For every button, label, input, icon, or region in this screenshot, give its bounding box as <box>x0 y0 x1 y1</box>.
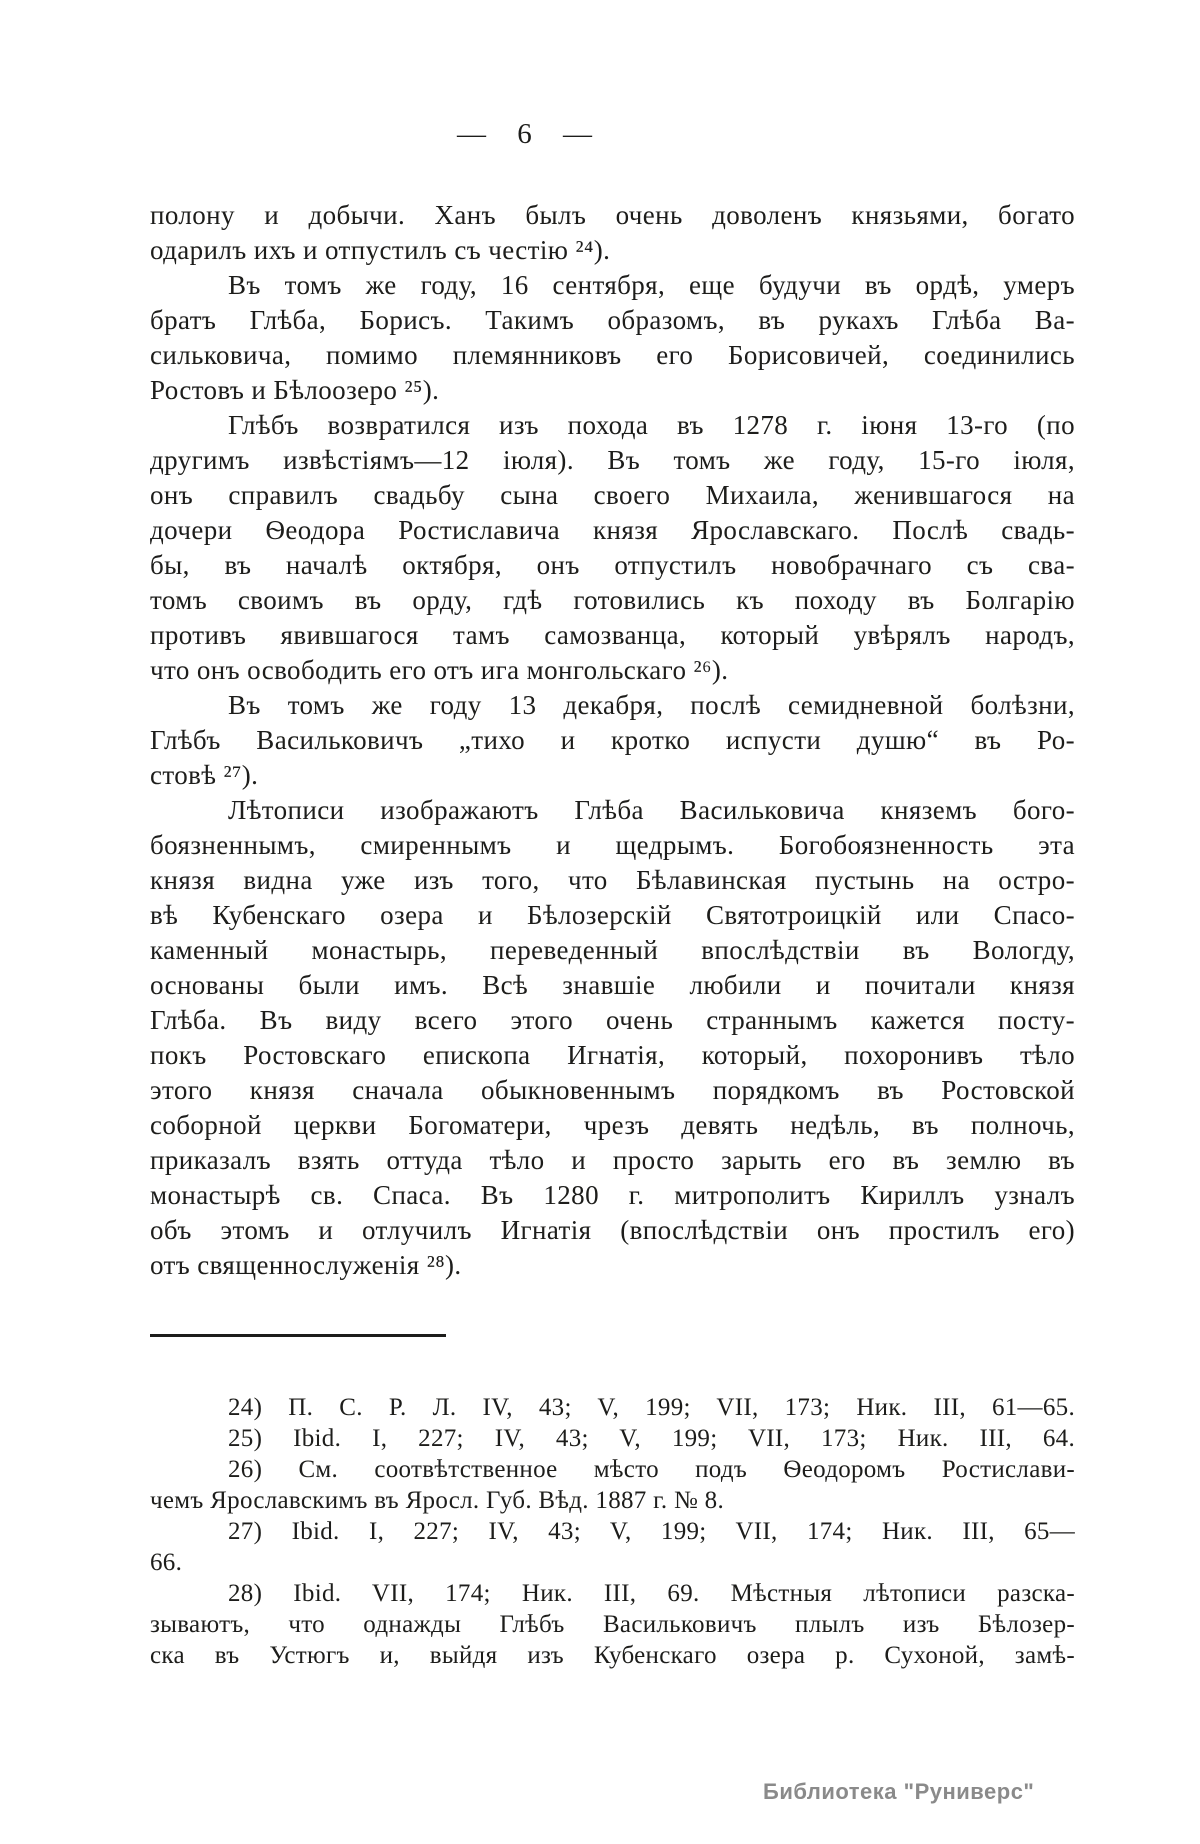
footnote-line: зываютъ, что однажды Глѣбъ Васильковичъ плылъ изъ Бѣлозер- <box>150 1611 1075 1638</box>
footnote-line: 66. <box>150 1549 183 1576</box>
footnote-line: 27) Ibid. I, 227; IV, 43; V, 199; VII, 174; Ник. III, 65— <box>228 1518 1075 1545</box>
text-line: основаны были имъ. Всѣ знавшіе любили и почитали князя <box>150 970 1075 1000</box>
text-line: Лѣтописи изображаютъ Глѣба Васильковича княземъ бого- <box>228 795 1075 825</box>
footnotes-block <box>150 1392 1075 1671</box>
text-line: бы, въ началѣ октября, онъ отпустилъ новобрачнаго съ сва- <box>150 550 1075 580</box>
text-line: томъ своимъ въ орду, гдѣ готовились къ походу въ Болгарію <box>150 585 1075 615</box>
text-line: Ростовъ и Бѣлоозеро ²⁵). <box>150 375 440 405</box>
text-line: Въ томъ же году 13 декабря, послѣ семидневной болѣзни, <box>228 690 1075 720</box>
library-watermark: Библиотека "Руниверс" <box>763 1779 1035 1804</box>
footnote-line: 25) Ibid. I, 227; IV, 43; V, 199; VII, 173; Ник. III, 64. <box>228 1425 1075 1452</box>
text-line: братъ Глѣба, Борисъ. Такимъ образомъ, въ рукахъ Глѣба Ва- <box>150 305 1075 335</box>
footnote-line: 24) П. С. Р. Л. IV, 43; V, 199; VII, 173; Ник. III, 61—65. <box>228 1394 1075 1421</box>
text-line: вѣ Кубенскаго озера и Бѣлозерскій Святотроицкій или Спасо- <box>150 900 1075 930</box>
footnote-line: ска въ Устюгъ и, выйдя изъ Кубенскаго озера р. Сухоной, замѣ- <box>150 1642 1075 1669</box>
text-line: Въ томъ же году, 16 сентября, еще будучи въ ордѣ, умеръ <box>228 270 1075 300</box>
text-line: сильковича, помимо племянниковъ его Борисовичей, соединились <box>150 340 1075 370</box>
main-text-block <box>150 198 1075 1283</box>
text-line: покъ Ростовскаго епископа Игнатія, который, похоронивъ тѣло <box>150 1040 1075 1070</box>
text-line: каменный монастырь, переведенный впослѣдствіи въ Вологду, <box>150 935 1075 965</box>
text-line: полону и добычи. Ханъ былъ очень доволенъ князьями, богато <box>150 200 1075 230</box>
text-line: дочери Ѳеодора Ростиславича князя Ярославскаго. Послѣ свадь- <box>150 515 1075 545</box>
text-line: Глѣба. Въ виду всего этого очень страннымъ кажется посту- <box>150 1005 1075 1035</box>
footnote-line: чемъ Ярославскимъ въ Яросл. Губ. Вѣд. 1887 г. № 8. <box>150 1487 725 1514</box>
footnote-line: 26) См. соотвѣтственное мѣсто подъ Ѳеодоромъ Ростислави- <box>228 1456 1075 1483</box>
text-line: одарилъ ихъ и отпустилъ съ честію ²⁴). <box>150 235 611 265</box>
text-line: монастырѣ св. Спаса. Въ 1280 г. митрополитъ Кириллъ узналъ <box>150 1180 1075 1210</box>
text-line: Глѣбъ возвратился изъ похода въ 1278 г. іюня 13-го (по <box>228 410 1075 440</box>
text-line: онъ справилъ свадьбу сына своего Михаила, женившагося на <box>150 480 1075 510</box>
text-line: князя видна уже изъ того, что Бѣлавинская пустынь на остро- <box>150 865 1075 895</box>
text-line: противъ явившагося тамъ самозванца, который увѣрялъ народъ, <box>150 620 1075 650</box>
footnote-line: 28) Ibid. VII, 174; Ник. III, 69. Мѣстныя лѣтописи разска- <box>228 1580 1075 1607</box>
text-line: этого князя сначала обыкновеннымъ порядкомъ въ Ростовской <box>150 1075 1075 1105</box>
text-line: объ этомъ и отлучилъ Игнатія (впослѣдствіи онъ простилъ его) <box>150 1215 1075 1245</box>
text-line: стовѣ ²⁷). <box>150 760 259 790</box>
text-line: соборной церкви Богоматери, чрезъ девять недѣль, въ полночь, <box>150 1110 1075 1140</box>
text-line: что онъ освободить его отъ ига монгольскаго ²⁶). <box>150 655 729 685</box>
text-line: Глѣбъ Васильковичъ „тихо и кротко испусти душю“ въ Ро- <box>150 725 1075 755</box>
text-line: отъ священнослуженія ²⁸). <box>150 1250 462 1280</box>
text-line: боязненнымъ, смиреннымъ и щедрымъ. Богобоязненность эта <box>150 830 1075 860</box>
text-line: другимъ извѣстіямъ—12 іюля). Въ томъ же году, 15-го іюля, <box>150 445 1075 475</box>
text-line: приказалъ взять оттуда тѣло и просто зарыть его въ землю въ <box>150 1145 1075 1175</box>
page-number: — 6 — <box>457 118 593 150</box>
footnote-separator-rule <box>150 1334 446 1337</box>
